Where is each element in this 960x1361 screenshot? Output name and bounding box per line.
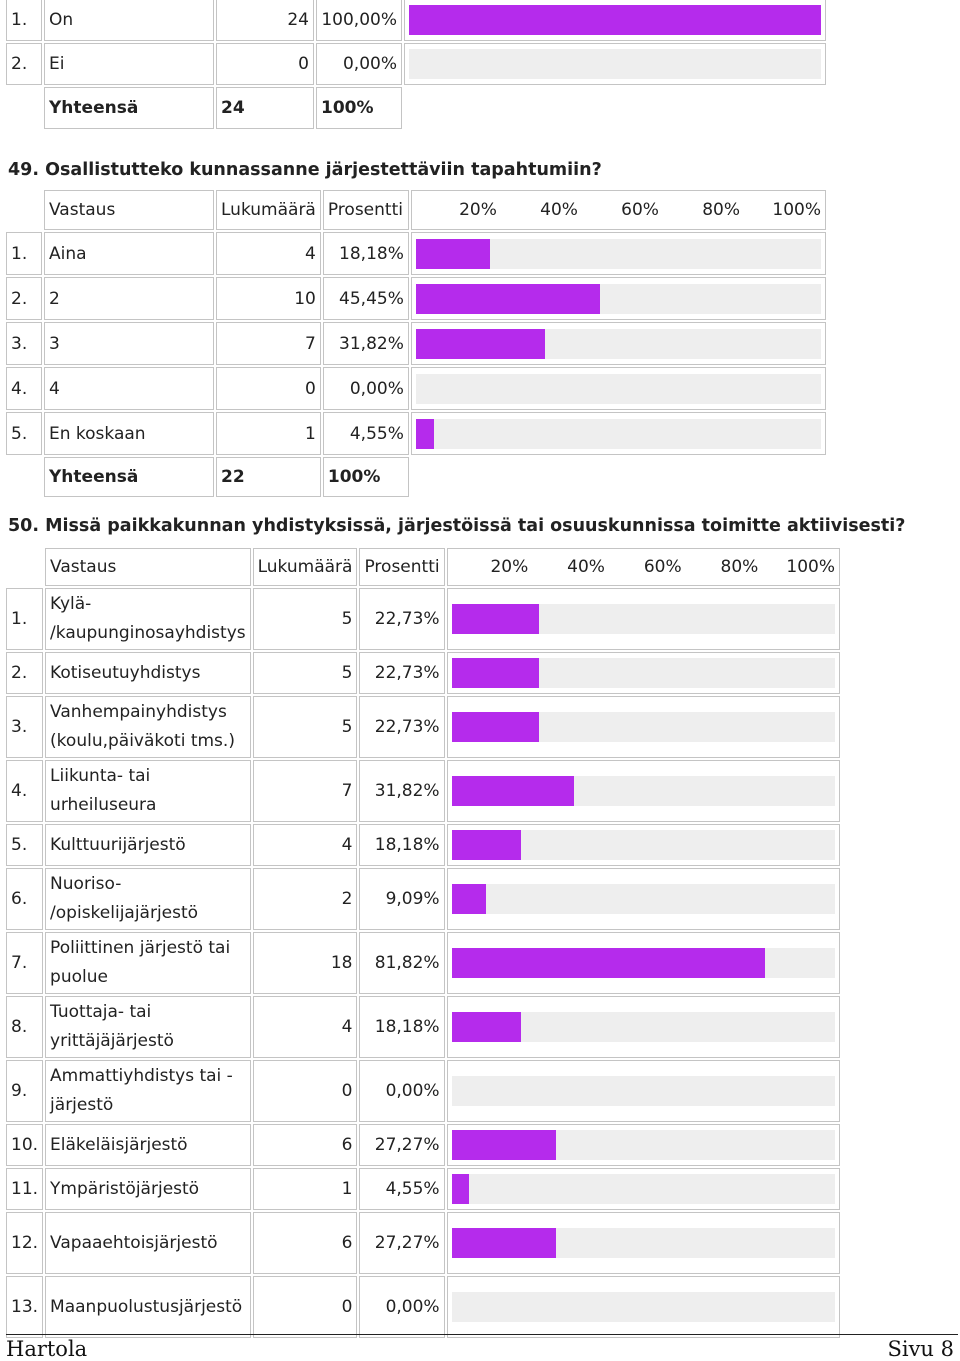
total-percent: 100% bbox=[316, 87, 402, 129]
scale-tick: 20% bbox=[459, 200, 497, 220]
answer-label: Aina bbox=[44, 232, 214, 275]
bar-track bbox=[452, 658, 835, 688]
answer-label: Maanpuolustusjärjestö bbox=[45, 1276, 251, 1338]
bar-fill bbox=[452, 1174, 469, 1204]
header-count: Lukumäärä bbox=[216, 190, 321, 230]
answer-percent: 4,55% bbox=[359, 1168, 444, 1210]
answer-percent: 0,00% bbox=[359, 1276, 444, 1338]
total-blank bbox=[6, 457, 42, 497]
footer-title: Hartola bbox=[6, 1337, 88, 1361]
table-header-row bbox=[6, 548, 840, 586]
table-header-row bbox=[6, 190, 826, 230]
total-empty bbox=[404, 87, 826, 129]
answer-label: Vanhempainyhdistys (koulu,päiväkoti tms.) bbox=[45, 696, 251, 758]
scale-ticks bbox=[416, 200, 821, 220]
q50-body bbox=[6, 548, 840, 1338]
bar-fill bbox=[452, 658, 539, 688]
answer-count: 1 bbox=[253, 1168, 358, 1210]
q50-results-table bbox=[4, 546, 842, 1340]
bar-cell bbox=[447, 1276, 840, 1338]
total-row bbox=[6, 87, 826, 129]
q49-body bbox=[6, 190, 826, 497]
table-row bbox=[6, 932, 840, 994]
bar-track bbox=[452, 948, 835, 978]
bar-fill bbox=[416, 329, 545, 359]
header-percent: Prosentti bbox=[323, 190, 409, 230]
row-index: 2. bbox=[6, 277, 42, 320]
table-row bbox=[6, 868, 840, 930]
answer-percent: 31,82% bbox=[323, 322, 409, 365]
bar-track bbox=[452, 712, 835, 742]
scale-tick: 80% bbox=[720, 557, 759, 577]
table-row bbox=[6, 232, 826, 275]
row-index: 1. bbox=[6, 232, 42, 275]
bar-track bbox=[452, 1130, 835, 1160]
answer-percent: 27,27% bbox=[359, 1124, 444, 1166]
answer-percent: 0,00% bbox=[323, 367, 409, 410]
table-row bbox=[6, 277, 826, 320]
bar-cell bbox=[447, 996, 840, 1058]
bar-cell bbox=[447, 1124, 840, 1166]
row-index: 4. bbox=[6, 367, 42, 410]
row-index: 6. bbox=[6, 868, 43, 930]
bar-cell bbox=[411, 232, 826, 275]
bar-fill bbox=[416, 284, 600, 314]
row-index: 3. bbox=[6, 322, 42, 365]
table-row bbox=[6, 367, 826, 410]
bar-track bbox=[416, 374, 821, 404]
answer-count: 0 bbox=[253, 1276, 358, 1338]
answer-label: Vapaaehtoisjärjestö bbox=[45, 1212, 251, 1274]
row-index: 7. bbox=[6, 932, 43, 994]
row-index: 5. bbox=[6, 824, 43, 866]
answer-count: 5 bbox=[253, 652, 358, 694]
header-answer: Vastaus bbox=[44, 190, 214, 230]
table-row bbox=[6, 1276, 840, 1338]
header-scale bbox=[447, 548, 840, 586]
answer-label: Kulttuurijärjestö bbox=[45, 824, 251, 866]
header-blank bbox=[6, 190, 42, 230]
bar-cell bbox=[447, 1212, 840, 1274]
answer-label: Tuottaja- tai yrittäjäjärjestö bbox=[45, 996, 251, 1058]
table-row bbox=[6, 1168, 840, 1210]
q48-results-table bbox=[4, 0, 828, 131]
total-count: 22 bbox=[216, 457, 321, 497]
answer-count: 7 bbox=[216, 322, 321, 365]
bar-track bbox=[452, 1012, 835, 1042]
q49-title: 49. Osallistutteko kunnassanne järjestettäviin tapahtumiin? bbox=[8, 160, 602, 180]
total-count: 24 bbox=[216, 87, 314, 129]
answer-label: Ei bbox=[44, 43, 214, 85]
bar-cell bbox=[447, 1060, 840, 1122]
bar-cell bbox=[411, 322, 826, 365]
answer-count: 18 bbox=[253, 932, 358, 994]
answer-percent: 18,18% bbox=[323, 232, 409, 275]
bar-track bbox=[452, 830, 835, 860]
answer-count: 0 bbox=[216, 367, 321, 410]
answer-count: 6 bbox=[253, 1124, 358, 1166]
row-index: 1. bbox=[6, 0, 42, 41]
table-row bbox=[6, 412, 826, 455]
answer-count: 4 bbox=[216, 232, 321, 275]
q50-title: 50. Missä paikkakunnan yhdistyksissä, järjestöissä tai osuuskunnissa toimitte aktiivisesti? bbox=[8, 516, 906, 536]
answer-count: 6 bbox=[253, 1212, 358, 1274]
bar-cell bbox=[447, 932, 840, 994]
answer-percent: 22,73% bbox=[359, 696, 444, 758]
bar-cell bbox=[447, 652, 840, 694]
answer-percent: 31,82% bbox=[359, 760, 444, 822]
answer-percent: 45,45% bbox=[323, 277, 409, 320]
table-row bbox=[6, 0, 826, 41]
answer-label: Ympäristöjärjestö bbox=[45, 1168, 251, 1210]
answer-count: 5 bbox=[253, 588, 358, 650]
bar-track bbox=[452, 1174, 835, 1204]
bar-track bbox=[416, 329, 821, 359]
bar-track bbox=[452, 1228, 835, 1258]
answer-count: 0 bbox=[253, 1060, 358, 1122]
answer-count: 4 bbox=[253, 996, 358, 1058]
scale-tick: 60% bbox=[643, 557, 682, 577]
answer-label: 4 bbox=[44, 367, 214, 410]
answer-count: 4 bbox=[253, 824, 358, 866]
bar-cell bbox=[404, 0, 826, 41]
header-percent: Prosentti bbox=[359, 548, 444, 586]
bar-fill bbox=[452, 776, 574, 806]
bar-fill bbox=[452, 712, 539, 742]
row-index: 9. bbox=[6, 1060, 43, 1122]
answer-percent: 0,00% bbox=[359, 1060, 444, 1122]
bar-fill bbox=[452, 1012, 522, 1042]
table-row bbox=[6, 696, 840, 758]
total-blank bbox=[6, 87, 42, 129]
table-row bbox=[6, 996, 840, 1058]
total-empty bbox=[411, 457, 826, 497]
scale-tick: 40% bbox=[567, 557, 605, 577]
row-index: 11. bbox=[6, 1168, 43, 1210]
answer-percent: 81,82% bbox=[359, 932, 444, 994]
answer-count: 5 bbox=[253, 696, 358, 758]
bar-cell bbox=[411, 412, 826, 455]
answer-percent: 18,18% bbox=[359, 996, 444, 1058]
total-label: Yhteensä bbox=[44, 457, 214, 497]
bar-track bbox=[452, 604, 835, 634]
answer-label: Liikunta- tai urheiluseura bbox=[45, 760, 251, 822]
table-row bbox=[6, 43, 826, 85]
answer-percent: 27,27% bbox=[359, 1212, 444, 1274]
scale-tick: 100% bbox=[772, 200, 822, 220]
bar-fill bbox=[452, 1228, 557, 1258]
bar-fill bbox=[452, 884, 487, 914]
answer-label: On bbox=[44, 0, 214, 41]
answer-percent: 9,09% bbox=[359, 868, 444, 930]
table-row bbox=[6, 652, 840, 694]
answer-label: En koskaan bbox=[44, 412, 214, 455]
answer-count: 10 bbox=[216, 277, 321, 320]
footer-divider bbox=[6, 1334, 958, 1335]
row-index: 2. bbox=[6, 43, 42, 85]
total-percent: 100% bbox=[323, 457, 409, 497]
answer-percent: 22,73% bbox=[359, 588, 444, 650]
answer-percent: 18,18% bbox=[359, 824, 444, 866]
answer-label: 3 bbox=[44, 322, 214, 365]
q48-body bbox=[6, 0, 826, 129]
table-row bbox=[6, 824, 840, 866]
scale-tick: 40% bbox=[540, 200, 578, 220]
bar-cell bbox=[404, 43, 826, 85]
table-row bbox=[6, 588, 840, 650]
bar-cell bbox=[447, 588, 840, 650]
bar-fill bbox=[452, 830, 522, 860]
answer-count: 2 bbox=[253, 868, 358, 930]
bar-cell bbox=[447, 696, 840, 758]
table-row bbox=[6, 322, 826, 365]
bar-track bbox=[416, 284, 821, 314]
answer-count: 7 bbox=[253, 760, 358, 822]
table-row bbox=[6, 1212, 840, 1274]
answer-percent: 22,73% bbox=[359, 652, 444, 694]
bar-cell bbox=[447, 1168, 840, 1210]
answer-count: 0 bbox=[216, 43, 314, 85]
bar-cell bbox=[411, 367, 826, 410]
bar-track bbox=[409, 49, 821, 79]
answer-label: Eläkeläisjärjestö bbox=[45, 1124, 251, 1166]
scale-tick: 20% bbox=[490, 557, 529, 577]
answer-label: Nuoriso- /opiskelijajärjestö bbox=[45, 868, 251, 930]
page-number: Sivu 8 bbox=[887, 1337, 954, 1361]
bar-fill bbox=[452, 604, 539, 634]
total-label: Yhteensä bbox=[44, 87, 214, 129]
bar-fill bbox=[416, 239, 490, 269]
header-blank bbox=[6, 548, 43, 586]
scale-ticks bbox=[452, 557, 835, 577]
bar-track bbox=[452, 1292, 835, 1322]
row-index: 2. bbox=[6, 652, 43, 694]
bar-cell bbox=[447, 868, 840, 930]
page-footer bbox=[6, 1337, 954, 1361]
row-index: 5. bbox=[6, 412, 42, 455]
row-index: 13. bbox=[6, 1276, 43, 1338]
answer-percent: 0,00% bbox=[316, 43, 402, 85]
row-index: 12. bbox=[6, 1212, 43, 1274]
answer-count: 24 bbox=[216, 0, 314, 41]
bar-cell bbox=[447, 824, 840, 866]
bar-fill bbox=[409, 5, 821, 35]
answer-label: Kotiseutuyhdistys bbox=[45, 652, 251, 694]
bar-track bbox=[452, 1076, 835, 1106]
row-index: 1. bbox=[6, 588, 43, 650]
row-index: 4. bbox=[6, 760, 43, 822]
row-index: 8. bbox=[6, 996, 43, 1058]
answer-label: Poliittinen järjestö tai puolue bbox=[45, 932, 251, 994]
table-row bbox=[6, 1124, 840, 1166]
bar-track bbox=[452, 884, 835, 914]
bar-fill bbox=[416, 419, 434, 449]
bar-track bbox=[416, 239, 821, 269]
answer-label: Ammattiyhdistys tai -järjestö bbox=[45, 1060, 251, 1122]
answer-percent: 4,55% bbox=[323, 412, 409, 455]
answer-label: 2 bbox=[44, 277, 214, 320]
header-answer: Vastaus bbox=[45, 548, 251, 586]
table-row bbox=[6, 1060, 840, 1122]
scale-tick: 60% bbox=[621, 200, 659, 220]
answer-label: Kylä- /kaupunginosayhdistys bbox=[45, 588, 251, 650]
scale-tick: 100% bbox=[786, 557, 836, 577]
table-row bbox=[6, 760, 840, 822]
row-index: 10. bbox=[6, 1124, 43, 1166]
q49-results-table bbox=[4, 188, 828, 499]
header-count: Lukumäärä bbox=[253, 548, 358, 586]
bar-fill bbox=[452, 948, 766, 978]
row-index: 3. bbox=[6, 696, 43, 758]
bar-fill bbox=[452, 1130, 557, 1160]
total-row bbox=[6, 457, 826, 497]
bar-track bbox=[409, 5, 821, 35]
scale-tick: 80% bbox=[702, 200, 740, 220]
bar-cell bbox=[411, 277, 826, 320]
header-scale bbox=[411, 190, 826, 230]
answer-percent: 100,00% bbox=[316, 0, 402, 41]
answer-count: 1 bbox=[216, 412, 321, 455]
bar-track bbox=[416, 419, 821, 449]
bar-track bbox=[452, 776, 835, 806]
bar-cell bbox=[447, 760, 840, 822]
